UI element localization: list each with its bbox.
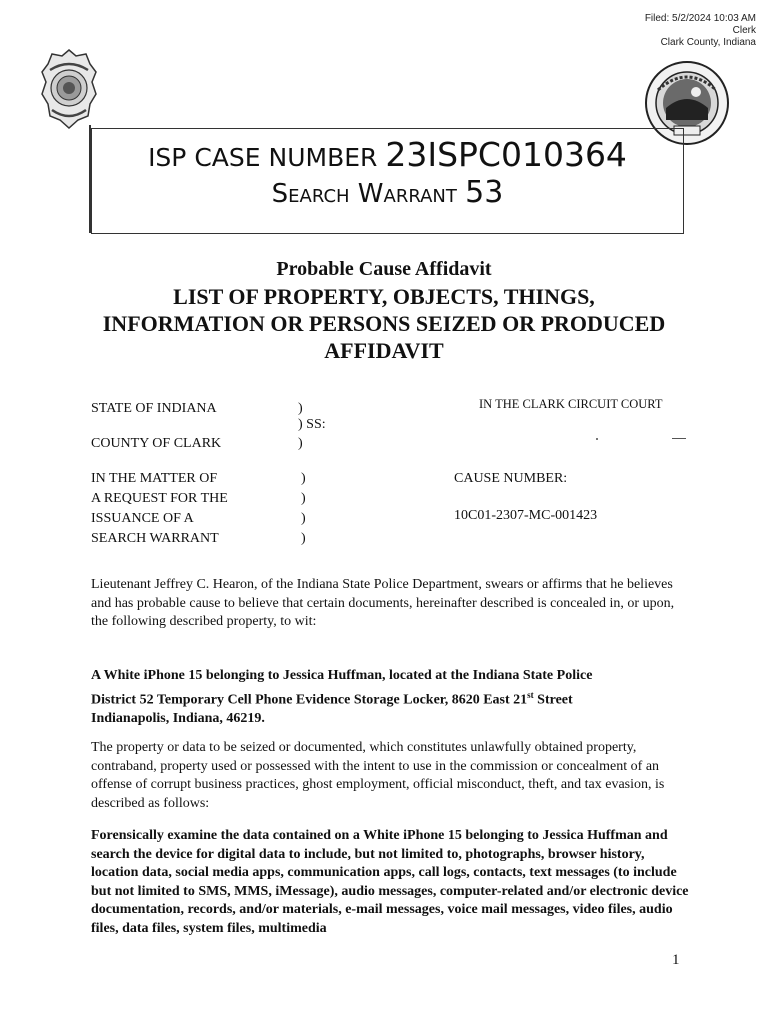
intro-paragraph: Lieutenant Jeffrey C. Hearon, of the Indiana State Police Department, swears or affirms that he believes and has probable cause to believe that certain documents, hereinafter described is concealed in, or upon, the following described property, to wit: [91, 577, 675, 629]
page-number: 1 [672, 952, 680, 968]
matter-line: A REQUEST FOR THE [91, 491, 228, 506]
cause-number-label: CAUSE NUMBER: [454, 471, 568, 486]
caption-paren: ) [301, 471, 306, 486]
matter-parens [301, 469, 306, 549]
caption-ss: ) SS: [298, 417, 326, 432]
property-line-text: Street [533, 692, 573, 708]
search-warrant-number: 53 [465, 175, 504, 210]
matter-line: ISSUANCE OF A [91, 511, 194, 526]
subtitle-line-2: INFORMATION OR PERSONS SEIZED OR PRODUCED [102, 311, 666, 336]
case-number-label: ISP CASE NUMBER [148, 143, 386, 172]
case-number-line [92, 135, 683, 174]
property-line: A White iPhone 15 belonging to Jessica Huffman, located at the Indiana State Police [91, 668, 593, 683]
matter-block [91, 469, 228, 549]
caption-state: STATE OF INDIANA [91, 401, 217, 416]
property-line [91, 686, 691, 710]
caption-paren: ) [298, 401, 303, 416]
filed-stamp [645, 13, 756, 49]
caption-paren: ) [301, 491, 306, 506]
search-warrant-label: Search Warrant [271, 179, 466, 209]
forensic-paragraph: Forensically examine the data contained on a White iPhone 15 belonging to Jessica Huffman and search the device for digital data to include, but not limited to, photographs, browser history, location data, social media apps, communication apps, call logs, contacts, text messages (to include but not limited to SMS, MMS, iMessage), audio messages, computer-related and/or electronic device documentation, records, and/or materials, e-mail messages, voice mail messages, video files, audio files, data files, system files, multimedia [91, 828, 689, 936]
matter-line: SEARCH WARRANT [91, 531, 219, 546]
affidavit-title: Probable Cause Affidavit [276, 258, 492, 280]
subtitle-line-3: AFFIDAVIT [324, 338, 444, 363]
affidavit-subtitle [0, 283, 768, 364]
caption-paren: ) [298, 436, 303, 451]
property-line-text: District 52 Temporary Cell Phone Evidence Storage Locker, 8620 East 21 [91, 692, 528, 708]
matter-line: IN THE MATTER OF [91, 471, 218, 486]
search-warrant-line [92, 175, 683, 210]
filed-county: Clark County, Indiana [660, 37, 756, 48]
filed-date: Filed: 5/2/2024 10:03 AM [644, 13, 756, 24]
case-number: 23ISPC010364 [385, 135, 627, 174]
property-line: Indianapolis, Indiana, 46219. [91, 710, 265, 726]
caption-county: COUNTY OF CLARK [91, 436, 222, 451]
scan-mark [596, 438, 598, 440]
description-paragraph: The property or data to be seized or documented, which constitutes unlawfully obtained property, contraband, property used or possessed with the intent to use in the commission or concealment of an offense of corrupt business practices, ghost employment, official misconduct, theft, and tax evasion, is described as follows: [91, 740, 665, 811]
court-name: IN THE CLARK CIRCUIT COURT [479, 397, 663, 411]
police-badge-seal [40, 48, 98, 130]
case-header-box [91, 128, 684, 234]
filed-clerk: Clerk [732, 25, 756, 36]
caption-paren: ) [301, 531, 306, 546]
property-description [91, 667, 691, 728]
caption-paren: ) [301, 511, 306, 526]
subtitle-line-1: LIST OF PROPERTY, OBJECTS, THINGS, [173, 284, 595, 309]
cause-number: 10C01-2307-MC-001423 [454, 508, 598, 523]
scan-mark [672, 438, 686, 439]
ordinal-suffix: st [527, 689, 534, 700]
